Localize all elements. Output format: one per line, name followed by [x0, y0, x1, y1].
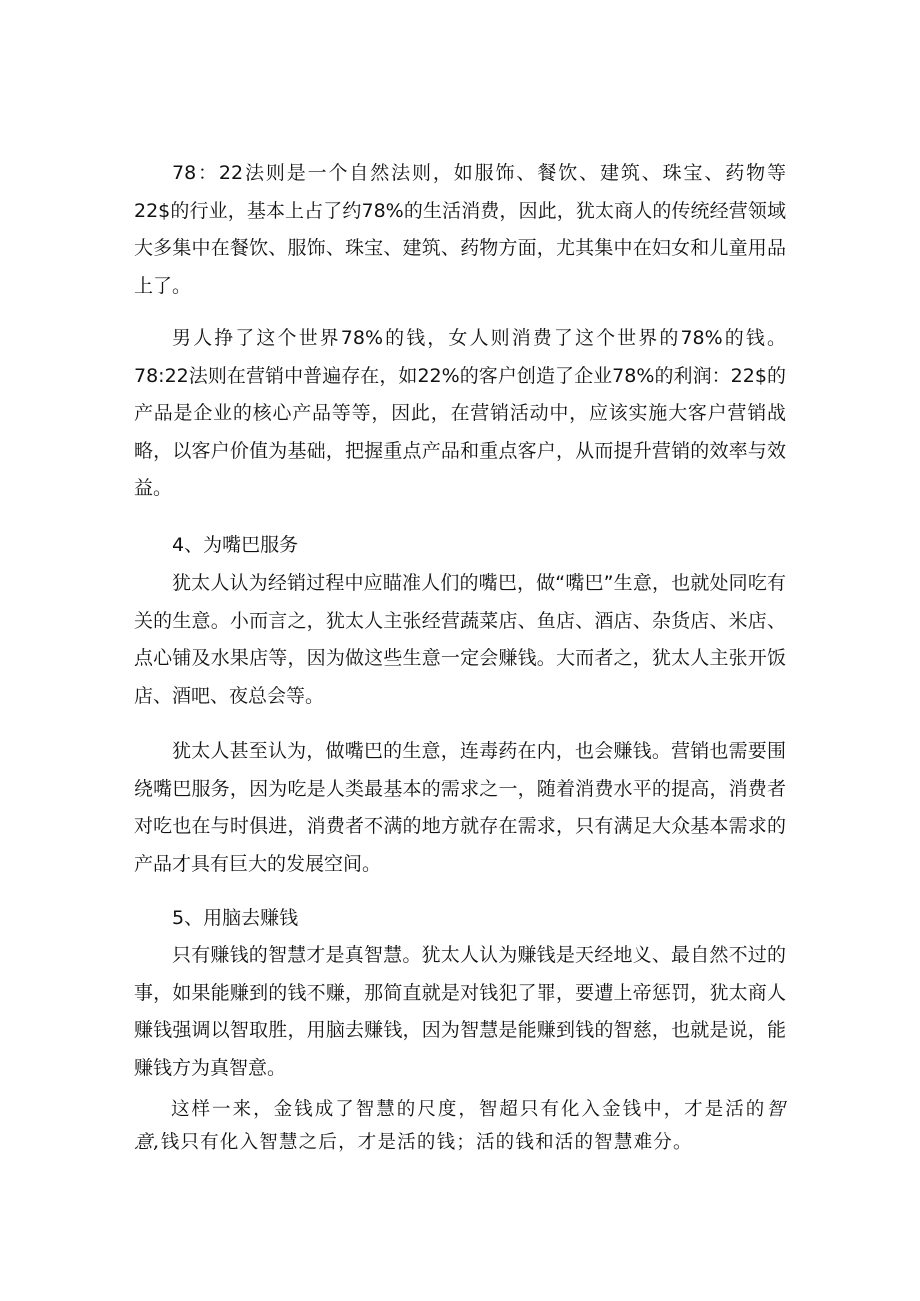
paragraph-wisdom: 只有赚钱的智慧才是真智慧。犹太人认为赚钱是天经地义、最自然不过的事，如果能赚到的钱不赚，那简直就是对钱犯了罪，要遭上帝惩罚，犹太商人赚钱强调以智取胜，用脑去赚钱，因为智慧是能赚到钱的智慈，也就是说，能赚钱方为真智意。 — [134, 944, 786, 1079]
heading-serve-the-mouth: 4、为嘴巴服务 — [172, 534, 299, 556]
paragraph-money-wisdom — [134, 1093, 786, 1159]
paragraph-mouth-business: 犹太人认为经销过程中应瞄准人们的嘴巴，做“嘴巴”生意，也就处同吃有关的生意。小而言之，犹太人主张经营蔬菜店、鱼店、酒店、杂货店、米店、点心铺及水果店等，因为做这些生意一定会赚钱。大而者之，犹太人主张开饭店、酒吧、夜总会等。 — [134, 572, 786, 707]
paragraph-money-wisdom-start: 这样一来，金钱成了智慧的尺度，智超只有化入金钱中，才是活的 — [171, 1099, 767, 1120]
paragraph-money-wisdom-end: 钱只有化入智慧之后，才是活的钱；活的钱和活的智慧难分。 — [160, 1132, 693, 1153]
paragraph-78-22-rule: 78：22法则是一个自然法则，如服饰、餐饮、建筑、珠宝、药物等22$的行业，基本上占了约78%的生活消费，因此，犹太商人的传统经营领域大多集中在餐饮、服饰、珠宝、建筑、药物方面，尤其集中在妇女和儿童用品上了。 — [134, 162, 786, 297]
heading-use-brain: 5、用脑去赚钱 — [172, 907, 299, 929]
paragraph-money-wisdom-italic: 智意, — [134, 1099, 786, 1153]
paragraph-consumption: 男人挣了这个世界78%的钱，女人则消费了这个世界的78%的钱。78:22法则在营销中普遍存在，如22%的客户创造了企业78%的利润：22$的产品是企业的核心产品等等，因此，在营销活动中，应该实施大客户营销战略，以客户价值为基础，把握重点产品和重点客户，从而提升营销的效率与效益。 — [134, 327, 786, 499]
paragraph-mouth-marketing: 犹太人甚至认为，做嘴巴的生意，连毒药在内，也会赚钱。营销也需要围绕嘴巴服务，因为吃是人类最基本的需求之一，随着消费水平的提高，消费者对吃也在与时俱进，消费者不满的地方就存在需求，只有满足大众基本需求的产品才具有巨大的发展空间。 — [134, 740, 786, 875]
